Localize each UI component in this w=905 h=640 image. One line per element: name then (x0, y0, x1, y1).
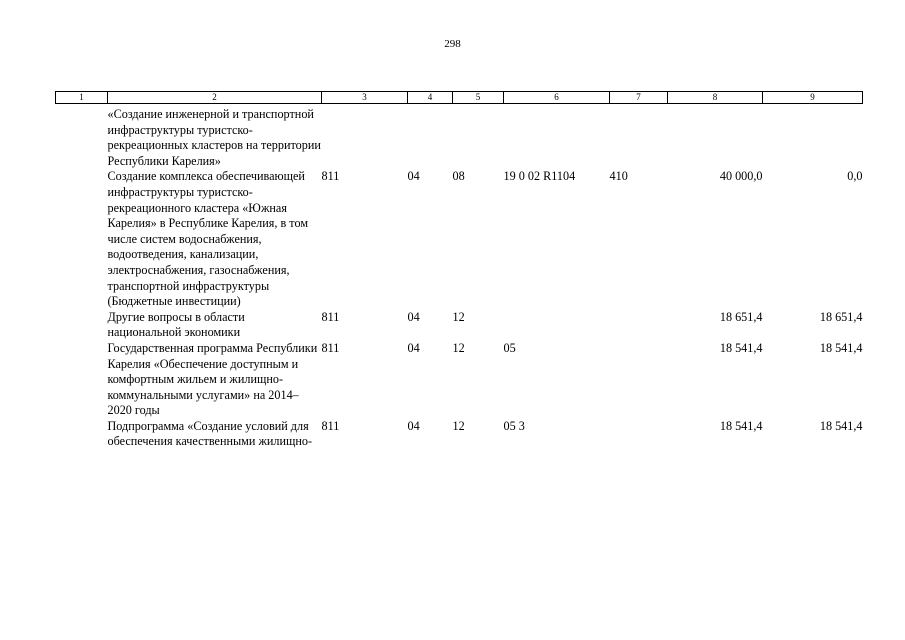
cell-subsection (453, 107, 504, 169)
cell-amount-1: 18 541,4 (719, 418, 763, 433)
cell-section: 04 (407, 340, 420, 355)
row-name: Создание комплекса обеспечивающей инфраструктуры туристско-рекреационного кластера «Южная Карелия» в Республике Карелия, в том числе систем водоснабжения, водоотведения, канализации, электроснабжения, газоснабжения, транспортной инфраструктуры (Бюджетные инвестиции) (107, 169, 309, 309)
cell-code: 811 (321, 340, 340, 355)
cell-amount-1: 18 541,4 (719, 340, 763, 355)
cell-amount-1: 18 651,4 (719, 309, 763, 324)
cell-target-article: 05 3 (503, 418, 525, 433)
cell-subsection: 12 (452, 309, 465, 324)
table-row (56, 419, 863, 450)
cell-subsection: 08 (452, 169, 465, 184)
column-header: 2 (108, 92, 322, 104)
cell-expense-type (610, 419, 668, 450)
column-header: 9 (763, 92, 863, 104)
cell-target-article (504, 107, 610, 169)
cell-amount-1: 40 000,0 (719, 169, 763, 184)
cell-code: 811 (321, 169, 340, 184)
table-row (56, 310, 863, 341)
column-header: 1 (56, 92, 108, 104)
cell-target-article: 19 0 02 R1104 (503, 169, 576, 184)
column-header: 3 (322, 92, 408, 104)
cell-amount-2: 18 541,4 (819, 418, 863, 433)
table-row (56, 341, 863, 419)
cell-amount-2: 18 541,4 (819, 340, 863, 355)
cell-amount-2: 18 651,4 (819, 309, 863, 324)
cell-subsection: 12 (452, 340, 465, 355)
cell-expense-type (610, 310, 668, 341)
cell-code (322, 107, 408, 169)
cell-amount-2: 0,0 (847, 169, 863, 184)
cell-target-article: 05 (503, 340, 516, 355)
cell-expense-type: 410 (609, 169, 628, 184)
column-header: 6 (504, 92, 610, 104)
column-header: 8 (668, 92, 763, 104)
cell-code: 811 (321, 418, 340, 433)
cell-expense-type (610, 107, 668, 169)
column-header: 4 (408, 92, 453, 104)
cell-code: 811 (321, 309, 340, 324)
column-header: 7 (610, 92, 668, 104)
row-name: Подпрограмма «Создание условий для обеспечения качественными жилищно- (107, 418, 313, 449)
table-row (56, 107, 863, 169)
cell-subsection: 12 (452, 418, 465, 433)
cell-target-article (504, 310, 610, 341)
cell-expense-type (610, 341, 668, 419)
cell-section: 04 (407, 169, 420, 184)
column-header-row (56, 92, 863, 104)
row-name: Другие вопросы в области национальной экономики (107, 309, 245, 340)
cell-section: 04 (407, 418, 420, 433)
page-number: 298 (444, 38, 461, 50)
budget-table (55, 91, 863, 450)
table-row (56, 169, 863, 309)
cell-section (408, 107, 453, 169)
cell-amount-1 (668, 107, 763, 169)
column-header: 5 (453, 92, 504, 104)
cell-amount-2 (763, 107, 863, 169)
row-name: «Создание инженерной и транспортной инфраструктуры туристско-рекреационных кластеров на территории Республики Карелия» (107, 107, 321, 168)
row-name: Государственная программа Республики Карелия «Обеспечение доступным и комфортным жильем и жилищно-коммунальными услугами» на 2014–2020 годы (107, 340, 318, 418)
cell-section: 04 (407, 309, 420, 324)
